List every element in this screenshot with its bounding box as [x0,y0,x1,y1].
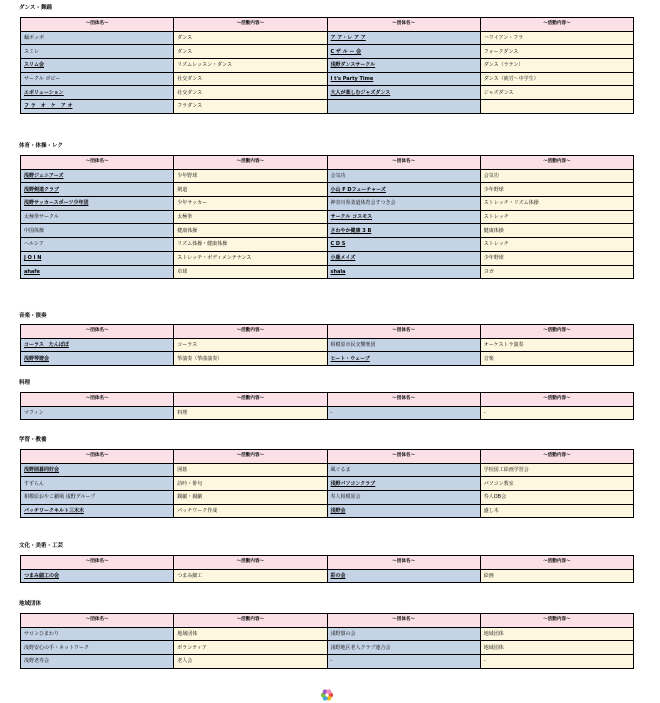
group-name: 浅野地区老人クラブ連合会 [330,644,391,651]
table-row [21,477,634,491]
activity-cell [174,251,327,265]
activity-description: 地域団体 [483,631,504,638]
activity-cell [480,641,633,655]
activity-cell [480,655,633,669]
group-name-cell [21,504,174,518]
activity-cell [480,338,633,352]
group-name-cell [21,338,174,352]
group-name: マフィン [24,410,44,417]
group-name-link[interactable]: C D S [330,241,346,248]
group-name-cell [327,463,480,477]
group-name-cell [21,100,174,114]
group-name-link[interactable]: 浅野ジュニアーズ [24,173,64,180]
activity-cell [174,406,327,420]
activity-description: 健康体操 [177,227,198,234]
activity-cell [174,641,327,655]
activity-cell [174,86,327,100]
activity-cell [174,655,327,669]
activity-cell [480,224,633,238]
section-title: 料理 [19,380,31,386]
group-name-cell [21,569,174,583]
group-name-cell [327,569,480,583]
table-row [21,86,634,100]
group-name: 風ぐるま [330,467,351,474]
activity-description: コーラス [177,342,198,349]
group-name-cell [327,627,480,641]
activity-cell [174,183,327,197]
table-row [21,569,634,583]
header-group-name: ～団体名～ [327,450,480,464]
activity-description: ハワイアン・フラ [483,35,524,42]
activity-description: 会気功 [483,173,499,180]
group-name-link[interactable]: 浅野ダンスサークル [330,62,376,69]
group-table [20,555,634,583]
group-table [20,155,634,279]
activity-cell [174,45,327,59]
group-table [20,324,634,366]
activity-cell [174,265,327,279]
activity-cell [174,463,327,477]
activity-cell [480,265,633,279]
header-activity: ～活動内容～ [174,156,327,170]
group-name-cell [21,224,174,238]
group-name: サロンひまわり [24,631,60,638]
activity-description: 社交ダンス [177,76,203,83]
table-header-row [21,18,634,32]
table-row [21,224,634,238]
activity-cell [480,169,633,183]
header-group-name: ～団体名～ [21,325,174,339]
activity-cell [480,183,633,197]
activity-description: 社交ダンス [177,89,203,96]
activity-cell [480,491,633,505]
group-name-cell [327,265,480,279]
group-name-cell [327,655,480,669]
group-name: 会気功 [330,173,346,180]
group-name-link[interactable]: 浅野剣道クラブ [24,186,60,193]
header-activity: ～活動内容～ [174,614,327,628]
group-name-link[interactable]: パッチワークキルト三木木 [24,508,84,515]
header-activity: ～活動内容～ [480,18,633,32]
table-row [21,352,634,366]
activity-cell [174,238,327,252]
group-name-cell [21,72,174,86]
group-name-cell [21,477,174,491]
activity-description: ボランティア [177,644,207,651]
group-table [20,17,634,114]
section-title: 音楽・演奏 [19,313,47,319]
activity-description: 詩吟・俳句 [177,480,203,487]
table-row [21,251,634,265]
group-name-link[interactable]: ahafe [24,268,40,275]
group-name-link[interactable]: 小山 F Dフューチャーズ [330,186,386,193]
table-row [21,100,634,114]
group-name: 浅野寮の会 [330,631,356,638]
table-row [21,655,634,669]
activity-description: 少年サッカー [177,200,208,207]
group-name-cell [21,655,174,669]
activity-description: ストレッチ [483,214,509,221]
group-name-cell [327,504,480,518]
table-header-row [21,393,634,407]
group-name-link[interactable]: shala [330,268,346,275]
activity-description: リズム体操・健康体操 [177,241,228,248]
activity-description: 観劇・親劇 [177,494,203,501]
table-header-row [21,556,634,570]
group-name-cell [21,210,174,224]
activity-cell [480,86,633,100]
group-name-cell [327,224,480,238]
group-name-cell [327,183,480,197]
group-name-link[interactable]: 彩の会 [330,573,346,580]
table-header-row [21,325,634,339]
table-row [21,641,634,655]
table-row [21,169,634,183]
activity-cell [480,31,633,45]
activity-cell [480,238,633,252]
group-name-cell [327,238,480,252]
table-row [21,627,634,641]
activity-description: パソコン教室 [483,480,514,487]
group-name-cell [21,265,174,279]
group-table [20,392,634,420]
activity-description: 筝演奏（箏曲演奏） [177,355,223,362]
activity-description: オーケストラ演奏 [483,342,524,349]
activity-cell [174,197,327,211]
group-name-link[interactable]: J O I N [24,255,42,262]
header-group-name: ～団体名～ [21,393,174,407]
activity-description: ダンス [177,48,193,55]
activity-description: - [483,410,486,417]
group-name: 寿人相模原会 [330,494,361,501]
activity-description: ヨガ [483,268,494,275]
activity-cell [480,45,633,59]
group-name-cell [327,197,480,211]
activity-description: フラダンス [177,103,203,110]
table-row [21,504,634,518]
header-group-name: ～団体名～ [21,156,174,170]
activity-cell [174,224,327,238]
header-activity: ～活動内容～ [174,450,327,464]
group-name-link[interactable]: フ ラ オ ケ ア オ [24,103,73,110]
group-name: - [330,410,333,417]
group-name-cell [327,338,480,352]
group-name-link[interactable]: サークル コスモス [330,214,373,221]
activity-description: 老人会 [177,658,193,665]
group-name-cell [21,197,174,211]
activity-description: ストレッチ・ボディメンテナンス [177,255,252,262]
activity-description: 寿人OB会 [483,494,507,501]
activity-description: 絵画 [483,573,494,580]
header-activity: ～活動内容～ [174,325,327,339]
activity-cell [174,491,327,505]
table-row [21,45,634,59]
group-name-link[interactable]: ア ア・レ ア ア [330,35,366,42]
section-title: 体育・体操・レク [19,143,63,149]
activity-cell [480,627,633,641]
section-title: 学習・教養 [19,437,47,443]
activity-cell [480,251,633,265]
activity-description: 健康体操 [483,227,504,234]
group-name-link[interactable]: 小鹿メイズ [330,255,356,262]
table-row [21,72,634,86]
table-header-row [21,450,634,464]
activity-cell [174,169,327,183]
group-name-cell [21,59,174,73]
header-group-name: ～団体名～ [327,18,480,32]
group-name-link[interactable]: 浅野パソコンクラブ [330,480,376,487]
group-name-cell [21,352,174,366]
header-activity: ～活動内容～ [480,325,633,339]
group-name-link[interactable]: さわやか健康 3 B [330,227,372,234]
activity-cell [174,627,327,641]
activity-cell [480,72,633,86]
group-name-cell [327,210,480,224]
group-table [20,449,634,518]
activity-cell [480,504,633,518]
activity-description: 地域団体 [483,644,504,651]
section-title: ダンス・舞踊 [19,5,52,11]
header-activity: ～活動内容～ [480,450,633,464]
header-group-name: ～団体名～ [21,450,174,464]
table-row [21,183,634,197]
group-name-cell [21,169,174,183]
section-title: 文化・美術・工芸 [19,543,64,549]
table-row [21,406,634,420]
activity-cell [480,352,633,366]
table-row [21,338,634,352]
activity-cell [480,463,633,477]
group-name-cell [21,183,174,197]
activity-cell [174,569,327,583]
table-row [21,197,634,211]
table-row [21,491,634,505]
table-row [21,59,634,73]
header-activity: ～活動内容～ [174,18,327,32]
group-table [20,613,634,669]
activity-description: つまみ細工 [177,573,203,580]
activity-description: ジャズダンス [483,89,514,96]
group-name-link[interactable]: 大人が楽しむジャズダンス [330,89,391,96]
group-name: ヘルシア [24,241,44,248]
group-name-cell [21,251,174,265]
flower-logo-icon [320,688,334,702]
header-group-name: ～団体名～ [21,18,174,32]
group-name: 浅野安心の手・ネットワーク [24,644,90,651]
group-name-cell [21,491,174,505]
activity-description: 学校図工絵画学習会 [483,467,529,474]
activity-description: ダンス（就労～中学生） [483,76,539,83]
group-name: 相模原おやこ劇場 浅野グループ [24,494,96,501]
activity-description: ストレッチ・リズム体操 [483,200,539,207]
activity-description: パッチワーク作成 [177,508,218,515]
activity-description: - [483,658,486,665]
section-title: 地域団体 [19,601,42,607]
table-row [21,210,634,224]
table-header-row [21,156,634,170]
group-name-link[interactable]: コーラス たんぽぽ [24,342,69,349]
group-name-cell [327,352,480,366]
logo-center [325,693,328,696]
group-name-cell [21,45,174,59]
group-name-cell [21,406,174,420]
group-name-link[interactable]: C ザ ル ー 会 [330,48,362,55]
activity-description: 盛し木 [483,508,499,515]
activity-cell [174,59,327,73]
group-name-cell [21,463,174,477]
activity-description: 少年野球 [177,173,198,180]
group-name-cell [327,86,480,100]
activity-cell [480,569,633,583]
header-activity: ～活動内容～ [174,393,327,407]
group-name: 浅野老寿会 [24,658,50,665]
activity-description: 音楽 [483,355,494,362]
group-name-link[interactable]: つまみ細工の会 [24,573,60,580]
group-name-link[interactable]: I t's Party Time [330,76,374,83]
group-name-link[interactable]: 浅野サッカースポーツ少年団 [24,200,89,207]
group-name-cell [327,491,480,505]
group-name-link[interactable]: 浅野囲碁同好会 [24,467,60,474]
group-name-cell [21,86,174,100]
activity-cell [480,100,633,114]
header-group-name: ～団体名～ [21,556,174,570]
activity-cell [174,72,327,86]
group-name-cell [327,406,480,420]
group-name: すずらん [24,480,45,487]
group-name-cell [327,59,480,73]
group-name-cell [21,238,174,252]
group-name-cell [327,169,480,183]
activity-description: ダンス（ラテン） [483,62,524,69]
activity-description: リズムレッスン・ダンス [177,62,233,69]
header-group-name: ～団体名～ [21,614,174,628]
group-name: サークル ボビー [24,76,61,83]
activity-cell [174,477,327,491]
group-name-cell [327,641,480,655]
header-activity: ～活動内容～ [174,556,327,570]
group-name-cell [21,627,174,641]
group-name-link[interactable]: ヒート・ウェーブ [330,355,370,362]
table-header-row [21,614,634,628]
group-name-link[interactable]: エボリューション [24,89,64,96]
table-row [21,238,634,252]
group-name-link[interactable]: スリム会 [24,62,45,69]
header-group-name: ～団体名～ [327,325,480,339]
group-name-cell [21,641,174,655]
activity-description: 太極拳 [177,214,193,221]
activity-description: 卓球 [177,268,188,275]
group-name: 中国体操 [24,227,45,234]
activity-description: 少年野球 [483,186,504,193]
header-activity: ～活動内容～ [480,156,633,170]
group-name: 神奈川県柔道体育会すつき会 [330,200,396,207]
group-name: 太極拳サークル [24,214,59,221]
group-name: スミレ [24,48,40,55]
group-name-cell [327,31,480,45]
activity-cell [174,338,327,352]
activity-description: ストレッチ [483,241,509,248]
group-name-link[interactable]: 浅野琴遊会 [24,355,50,362]
header-activity: ～活動内容～ [480,614,633,628]
group-name: - [330,658,333,665]
group-name-cell [327,45,480,59]
header-group-name: ～団体名～ [327,556,480,570]
group-name: 蛹ボッボ [24,35,45,42]
activity-description: フォークダンス [483,48,519,55]
activity-cell [480,210,633,224]
activity-cell [480,197,633,211]
group-name-cell [21,31,174,45]
activity-cell [174,210,327,224]
activity-cell [480,59,633,73]
table-row [21,31,634,45]
activity-description: 地域団体 [177,631,198,638]
activity-cell [480,406,633,420]
activity-cell [174,31,327,45]
header-activity: ～活動内容～ [480,556,633,570]
header-group-name: ～団体名～ [327,156,480,170]
activity-description: ダンス [177,35,193,42]
activity-cell [480,477,633,491]
group-name-cell [327,477,480,491]
activity-description: 料理 [177,410,188,417]
group-name: 相模原市民交響楽団 [330,342,376,349]
activity-description: 少年野球 [483,255,504,262]
activity-description: 囲碁 [177,467,188,474]
table-row [21,463,634,477]
activity-cell [174,504,327,518]
group-name-cell [327,251,480,265]
activity-cell [174,100,327,114]
table-row [21,265,634,279]
group-name-link[interactable]: 浅野会 [330,508,346,515]
header-activity: ～活動内容～ [480,393,633,407]
header-group-name: ～団体名～ [327,614,480,628]
group-name-cell [327,100,480,114]
activity-cell [174,352,327,366]
header-group-name: ～団体名～ [327,393,480,407]
activity-description: 剣道 [177,186,188,193]
group-name-cell [327,72,480,86]
